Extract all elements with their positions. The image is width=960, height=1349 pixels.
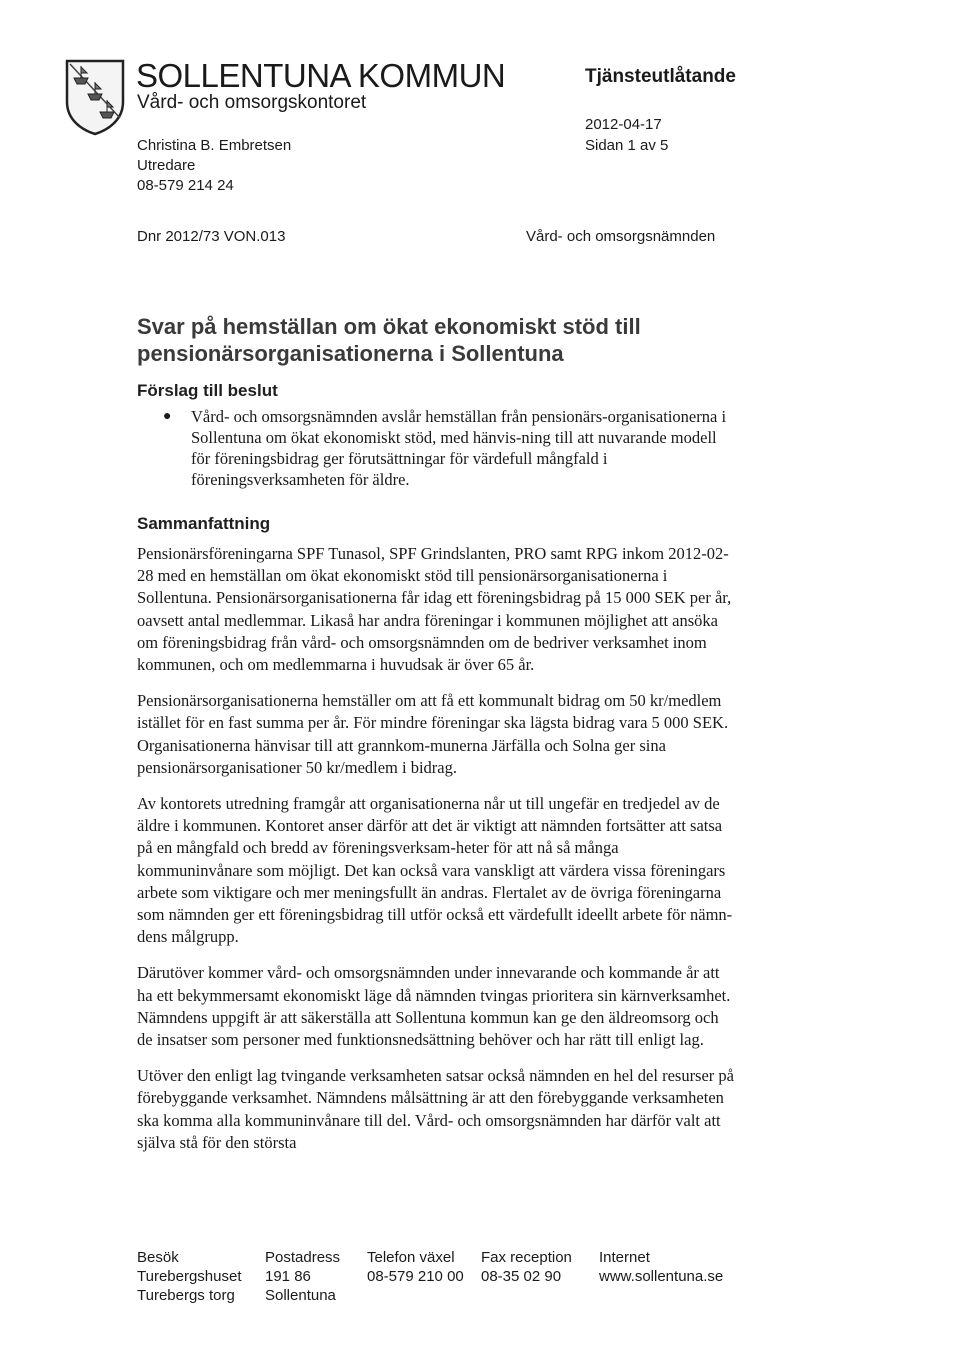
contact-table [137,1248,733,1305]
sender-phone: 08-579 214 24 [137,177,234,194]
municipal-coat-of-arms-icon [64,58,126,136]
paragraph: Därutöver kommer vård- och omsorgsnämnden under innevarande och kommande år att ha ett bekymmersamt ekonomiskt läge då nämnden tvingas prioritera sin kärnverksamhet. Nämndens uppgift är att säkerställa att Sollentuna kommun kan ge den äldreomsorg och de insatser som personer med funktionsnedsättning behöver och har rätt till enligt lag. [137,963,731,1050]
footer-fax: 08-35 02 90 [481,1268,562,1285]
proposal-text: Vård- och omsorgsnämnden avslår hemställan från pensionärs-organisationerna i Sollentuna om ökat ekonomiskt stöd, med hänvis-ning till att nuvarande modell för föreningsbidrag ger förutsättningar för värdefull mångfald i föreningsverksamheten för äldre. [191,407,727,489]
footer-phone: 08-579 210 00 [367,1268,464,1285]
footer-visit-street: Turebergs torg [137,1287,235,1304]
document-title: Svar på hemställan om ökat ekonomiskt stöd till pensionärsorganisationerna i Sollentuna [137,314,641,366]
recipient: Vård- och omsorgsnämnden [526,228,716,245]
footer-label-visit: Besök [137,1249,179,1266]
date-block [585,114,668,156]
paragraph: Pensionärsföreningarna SPF Tunasol, SPF Grindslanten, PRO samt RPG inkom 2012-02-28 med en hemställan om ökat ekonomiskt stöd till pensionärsorganisationerna i Sollentuna. Pensionärsorganisationerna får idag ett föreningsbidrag på 15 000 SEK per år, oavsett antal medlemmar. Likaså har andra föreningar i kommunen möjlighet att ansöka om föreningsbidrag från vård- och omsorgsnämnden om de bedriver verksamhet inom kommunen, och om medlemmarna i huvudsak är över 65 år. [137,544,732,675]
footer-postal-city: Sollentuna [265,1287,336,1304]
department-name: Vård- och omsorgskontoret [137,92,367,113]
page-number: Sidan 1 av 5 [585,137,669,154]
bullet-icon: ● [163,409,172,424]
organization-name: SOLLENTUNA KOMMUN [136,57,506,94]
sender-name: Christina B. Embretsen [137,137,292,154]
list-item [163,406,738,490]
paragraph: Pensionärsorganisationerna hemställer om att få ett kommunalt bidrag om 50 kr/medlem istället för en fast summa per år. För mindre föreningar ska lägsta bidrag vara 5 000 SEK. Organisationerna hänvisar till att grannkom-munerna Järfälla och Solna ger sina pensionärsorganisationer 50 kr/medlem i bidrag. [137,691,729,777]
footer [137,1248,733,1305]
paragraph: Utöver den enligt lag tvingande verksamheten satsar också nämnden en hel del resurser på förebyggande verksamhet. Nämndens målsättning är att den förebyggande verksamheten ska komma alla kommuninvånare till del. Vård- och omsorgsnämnden har därför valt att själva stå för den största [137,1066,734,1152]
footer-postal-code: 191 86 [265,1268,311,1285]
diary-number: Dnr 2012/73 VON.013 [137,228,286,245]
footer-label-postal: Postadress [265,1249,341,1266]
proposal-list [163,406,738,490]
footer-visit-address: Turebergshuset [137,1268,242,1285]
summary-heading: Sammanfattning [137,514,271,533]
proposal-heading: Förslag till beslut [137,381,278,400]
summary-body [137,543,737,1168]
paragraph: Av kontorets utredning framgår att organisationerna når ut till ungefär en tredjedel av de äldre i kommunen. Kontoret anser därför att det är viktigt att nämnden fortsätter att satsa på en mångfald och bredd av föreningsverksam-heter för att nå så många kommuninvånare som möjligt. Det kan också vara vanskligt att värdera vissa föreningars arbete som viktigare och mer meningsfullt än andras. Flertalet av de övriga föreningarna som nämnden ger ett föreningsbidrag till utför också ett värdefullt ideellt arbete för nämn-dens målgrupp. [137,794,733,947]
document-date: 2012-04-17 [585,116,662,133]
footer-label-internet: Internet [599,1249,650,1266]
footer-website-link[interactable]: www.sollentuna.se [599,1268,724,1285]
document-type: Tjänsteutlåtande [585,66,736,87]
footer-label-fax: Fax reception [481,1249,572,1266]
sender-title: Utredare [137,157,196,174]
sender-block [137,136,291,196]
footer-label-phone: Telefon växel [367,1249,455,1266]
